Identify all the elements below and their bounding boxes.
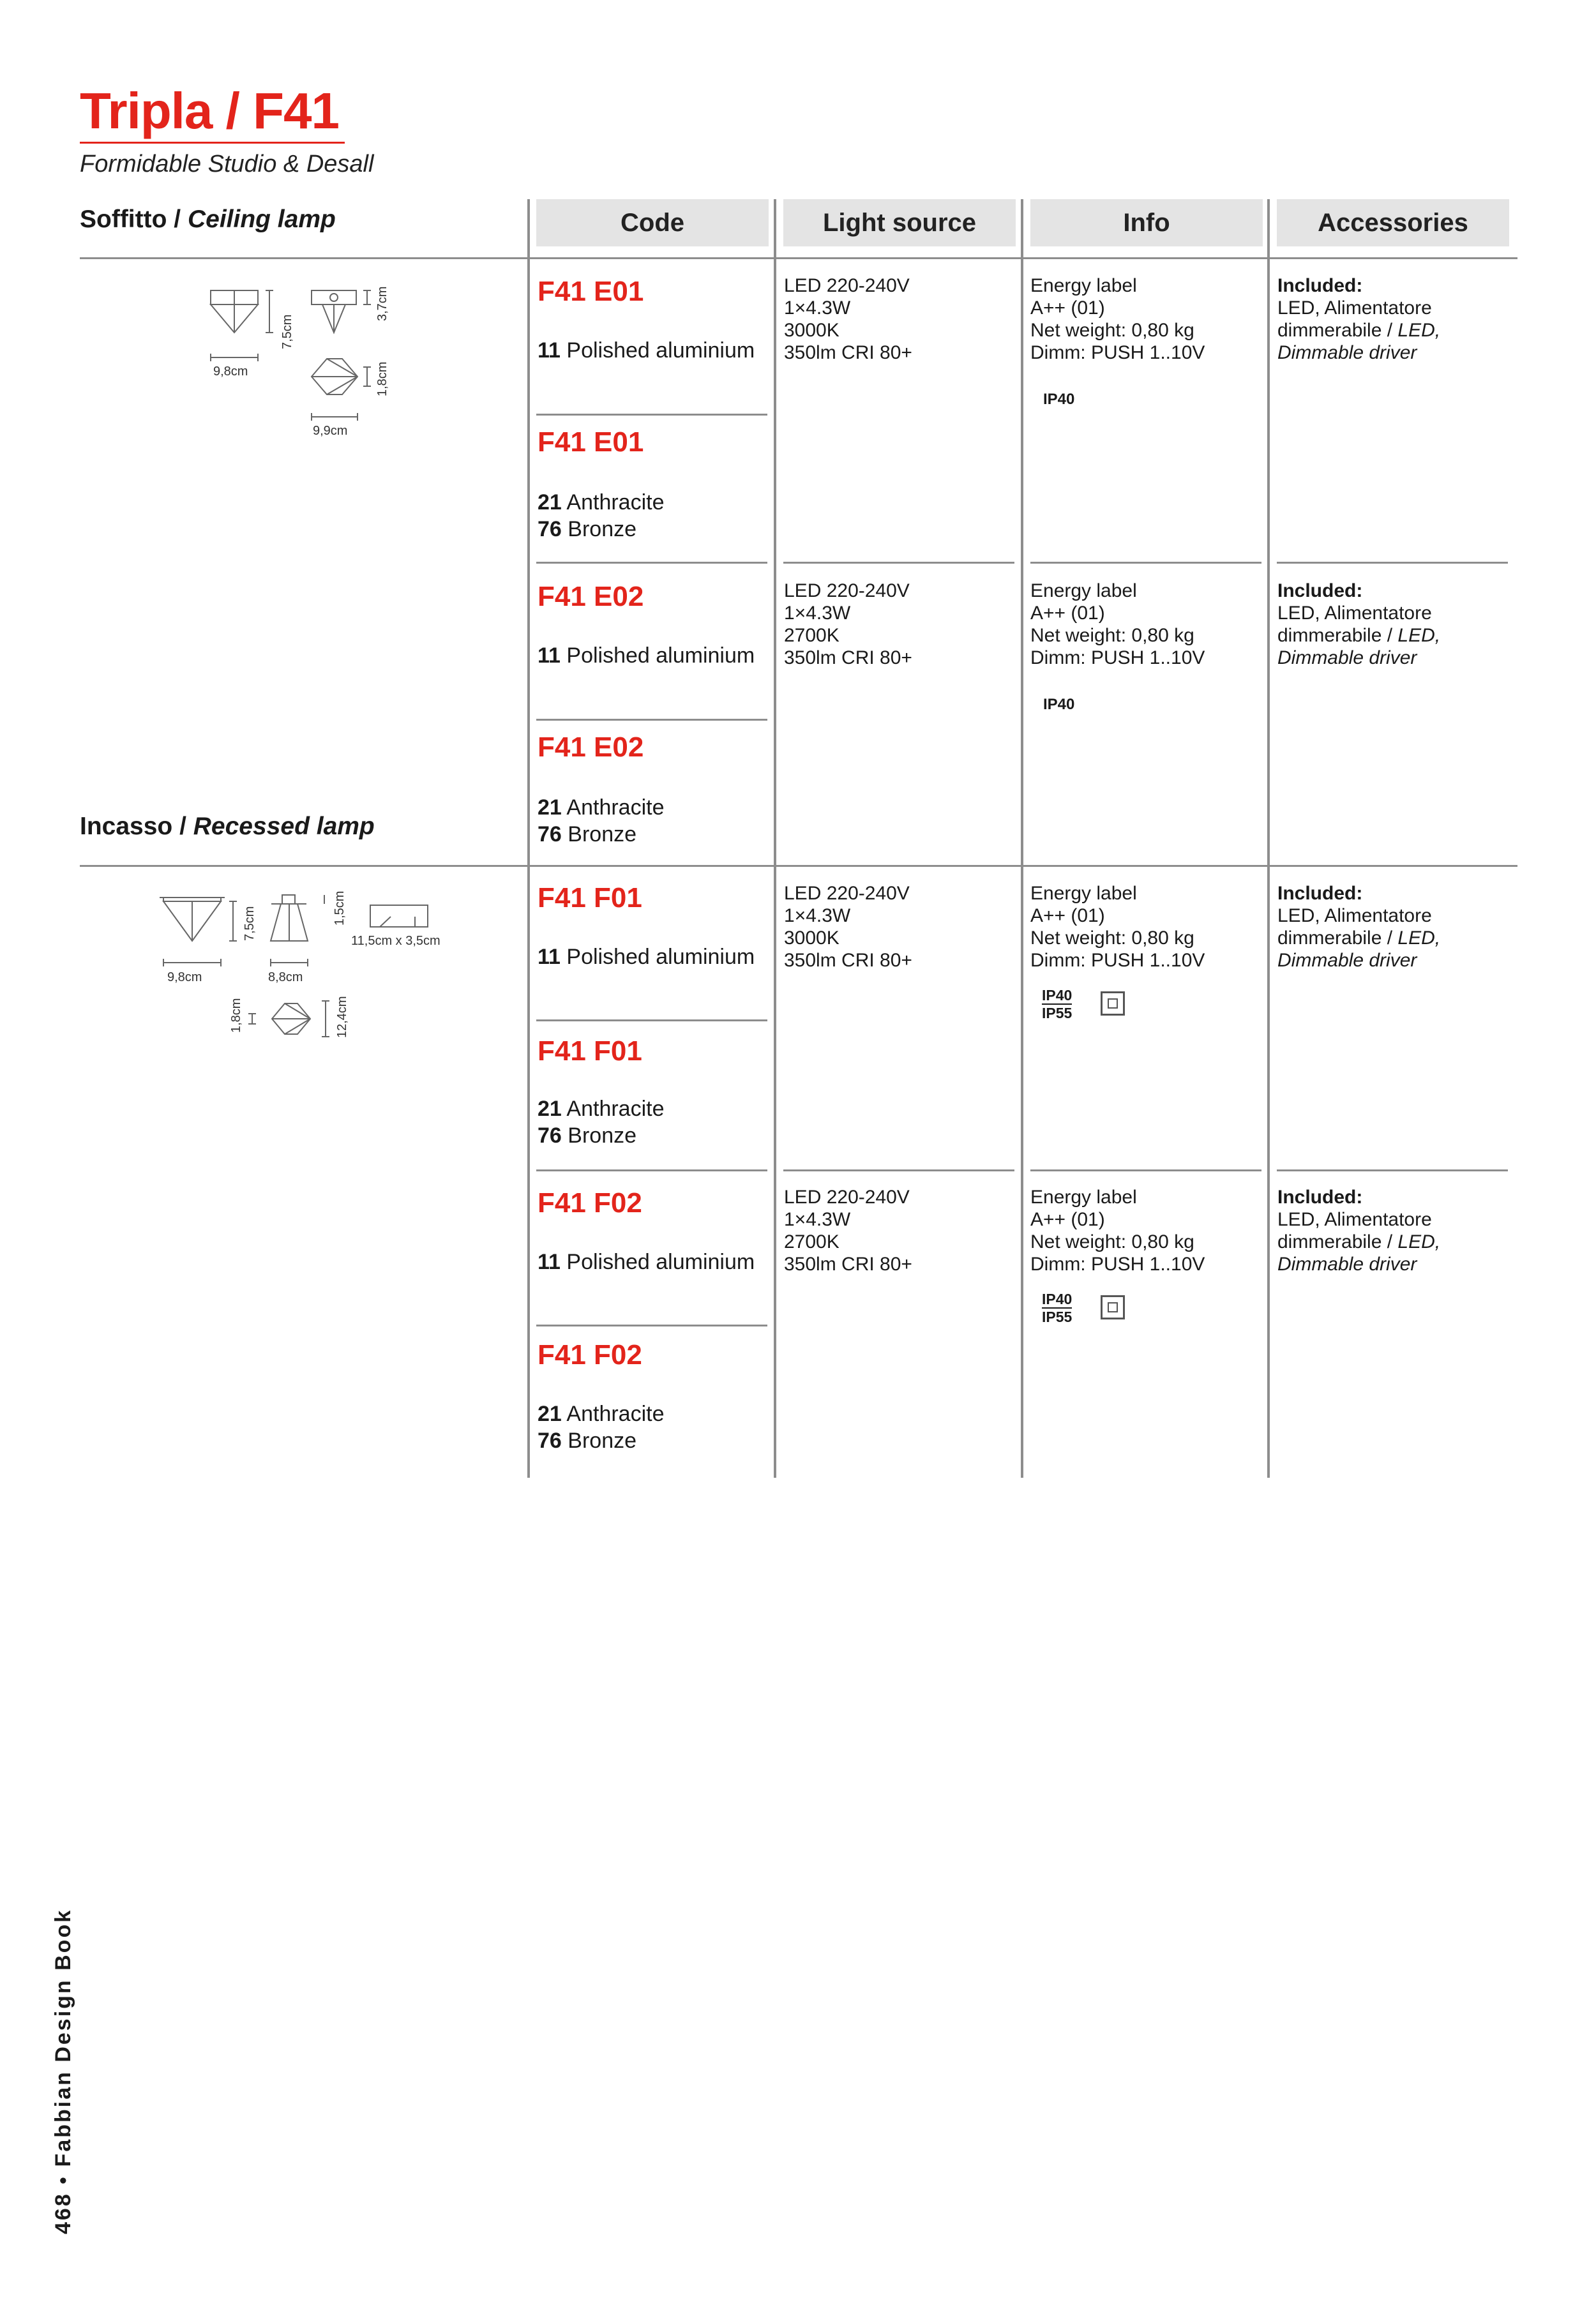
ip-rating: IP40 — [1043, 391, 1075, 408]
column-header-light-source: Light source — [783, 199, 1016, 246]
ip-rating: IP55 — [1042, 1309, 1073, 1325]
ip-protection-icon — [1101, 1295, 1125, 1319]
spec-line: LED 220-240V — [784, 275, 910, 296]
finish-name: Polished aluminium — [566, 1250, 755, 1274]
finish-line — [538, 1427, 665, 1454]
dim-label: 11,5cm x 3,5cm — [351, 934, 440, 948]
accessories-heading: Included: — [1277, 883, 1363, 904]
column-divider — [527, 199, 530, 1478]
spec-line: 1×4.3W — [784, 297, 851, 319]
product-code: F41 E01 — [538, 276, 644, 307]
finish-name: Anthracite — [566, 1402, 665, 1426]
book-title: Fabbian Design Book — [51, 1908, 75, 2167]
finish-name: Anthracite — [566, 490, 665, 515]
finish-name: Polished aluminium — [566, 338, 755, 363]
dim-label: 8,8cm — [268, 970, 303, 984]
spec-line: 1×4.3W — [784, 1209, 851, 1230]
spec-line: Net weight: 0,80 kg — [1030, 928, 1194, 949]
ceiling-lamp-front-view-icon — [211, 290, 258, 333]
spec-line: LED, Alimentatore — [1277, 905, 1432, 926]
recessed-lamp-side-view-icon — [271, 895, 308, 941]
row-subrule — [1277, 562, 1508, 564]
column-divider — [1267, 199, 1270, 1478]
finish-number: 11 — [538, 338, 561, 363]
finish-line — [538, 337, 755, 364]
column-divider — [774, 199, 776, 1478]
ceiling-lamp-side-view-icon — [312, 290, 356, 333]
row-subrule — [536, 414, 767, 416]
finish-number: 21 — [538, 490, 562, 515]
page-title: Tripla / F41 — [80, 82, 339, 139]
row-subrule — [536, 562, 767, 564]
section-title-ceiling — [80, 206, 336, 234]
spec-line: 350lm CRI 80+ — [784, 342, 912, 363]
row-subrule — [536, 1169, 767, 1171]
finish-name: Polished aluminium — [566, 945, 755, 969]
spec-line: Net weight: 0,80 kg — [1030, 1231, 1194, 1252]
spec-line: 1×4.3W — [784, 603, 851, 624]
accessories-heading: Included: — [1277, 1187, 1363, 1208]
spec-line: 350lm CRI 80+ — [784, 950, 912, 971]
row-subrule — [536, 1325, 767, 1326]
finish-number: 11 — [538, 643, 561, 668]
dim-label: 9,8cm — [167, 970, 202, 984]
ip-rating: IP55 — [1042, 1005, 1073, 1021]
light-source-spec — [784, 882, 912, 972]
dim-label: 7,5cm — [243, 906, 257, 941]
spec-line: Dimm: PUSH 1..10V — [1030, 647, 1205, 668]
cutout-template-icon — [370, 905, 428, 927]
spec-line: 2700K — [784, 625, 839, 646]
finish-number: 21 — [538, 1097, 562, 1121]
finish-number: 11 — [538, 945, 561, 969]
product-code: F41 E01 — [538, 426, 644, 458]
section-label: Soffitto / — [80, 206, 181, 233]
section-label-en: Ceiling lamp — [187, 206, 336, 233]
finish-line — [538, 1401, 665, 1427]
dim-label: 3,7cm — [375, 286, 389, 321]
dim-label: 9,8cm — [213, 364, 248, 379]
finish-name: Bronze — [568, 822, 637, 846]
finish-list — [538, 1095, 665, 1149]
accessories-spec — [1277, 580, 1440, 669]
finish-name: Anthracite — [566, 1097, 665, 1121]
finish-line — [538, 489, 665, 516]
light-source-spec — [784, 580, 912, 669]
finish-name: Anthracite — [566, 795, 665, 820]
spec-line: 350lm CRI 80+ — [784, 1254, 912, 1275]
ip-rating: IP40 — [1043, 696, 1075, 713]
recessed-lamp-front-view-icon — [160, 898, 225, 941]
dim-label: 1,8cm — [375, 361, 389, 396]
spec-line: dimmerabile / LED, — [1277, 320, 1441, 341]
table-rule — [80, 257, 1517, 259]
ip-rating: IP40 — [1042, 1291, 1073, 1307]
spec-line: A++ (01) — [1030, 603, 1105, 624]
dim-label: 9,9cm — [313, 424, 348, 438]
page-subtitle: Formidable Studio & Desall — [80, 151, 374, 177]
product-code: F41 E02 — [538, 732, 644, 763]
accessories-spec — [1277, 274, 1440, 364]
info-spec — [1030, 1186, 1205, 1275]
dim-label: 12,4cm — [335, 996, 349, 1038]
accessories-spec — [1277, 1186, 1440, 1275]
ip-protection-icon — [1101, 991, 1125, 1016]
info-spec — [1030, 882, 1205, 972]
ip-rating-stack — [1042, 1291, 1072, 1325]
spec-line: dimmerabile / LED, — [1277, 928, 1441, 949]
finish-number: 76 — [538, 1123, 562, 1148]
finish-line — [538, 821, 665, 848]
finish-line — [538, 1122, 665, 1149]
finish-name: Polished aluminium — [566, 643, 755, 668]
table-rule — [80, 865, 1517, 867]
accessories-heading: Included: — [1277, 580, 1363, 601]
accessories-heading: Included: — [1277, 275, 1363, 296]
spec-line: Dimmable driver — [1277, 1254, 1417, 1275]
finish-name: Bronze — [568, 1123, 637, 1148]
spec-line: Dimm: PUSH 1..10V — [1030, 1254, 1205, 1275]
finish-number: 11 — [538, 1250, 561, 1274]
spec-line: A++ (01) — [1030, 905, 1105, 926]
spec-line: A++ (01) — [1030, 1209, 1105, 1230]
spec-line: 3000K — [784, 928, 839, 949]
ceiling-lamp-drawing — [192, 271, 409, 450]
row-subrule — [783, 1169, 1014, 1171]
column-header-info: Info — [1030, 199, 1263, 246]
spec-line: LED, Alimentatore — [1277, 1209, 1432, 1230]
spec-line: 1×4.3W — [784, 905, 851, 926]
page-footer — [51, 1909, 76, 2234]
recessed-lamp-drawing — [153, 880, 460, 1078]
info-spec — [1030, 274, 1205, 364]
ceiling-lamp-top-view-icon — [312, 359, 358, 394]
row-subrule — [536, 719, 767, 721]
product-code: F41 F02 — [538, 1187, 642, 1219]
finish-name: Bronze — [568, 517, 637, 541]
row-subrule — [1277, 1169, 1508, 1171]
product-code: F41 E02 — [538, 581, 644, 612]
finish-number: 21 — [538, 1402, 562, 1426]
finish-number: 76 — [538, 822, 562, 846]
section-label: Incasso / — [80, 813, 186, 840]
spec-line: LED 220-240V — [784, 1187, 910, 1208]
spec-line: Energy label — [1030, 275, 1137, 296]
column-header-accessories: Accessories — [1277, 199, 1509, 246]
info-spec — [1030, 580, 1205, 669]
finish-number: 76 — [538, 517, 562, 541]
spec-line: LED, Alimentatore — [1277, 603, 1432, 624]
page-number: 468 — [51, 2192, 75, 2234]
spec-line: dimmerabile / LED, — [1277, 625, 1441, 646]
spec-line: Dimmable driver — [1277, 342, 1417, 363]
spec-line: dimmerabile / LED, — [1277, 1231, 1441, 1252]
finish-line — [538, 1095, 665, 1122]
finish-list — [538, 489, 665, 543]
dim-label: 1,5cm — [333, 890, 347, 926]
row-subrule — [536, 1019, 767, 1021]
ip-rating: IP40 — [1042, 987, 1073, 1003]
spec-line: Dimm: PUSH 1..10V — [1030, 342, 1205, 363]
light-source-spec — [784, 274, 912, 364]
finish-list — [538, 794, 665, 848]
footer-bullet: • — [51, 2174, 75, 2184]
spec-line: Dimm: PUSH 1..10V — [1030, 950, 1205, 971]
light-source-spec — [784, 1186, 912, 1275]
finish-name: Bronze — [568, 1429, 637, 1453]
product-code: F41 F01 — [538, 1035, 642, 1067]
spec-line: 350lm CRI 80+ — [784, 647, 912, 668]
spec-line: Dimmable driver — [1277, 950, 1417, 971]
column-header-code: Code — [536, 199, 769, 246]
finish-line — [538, 516, 665, 543]
row-subrule — [1030, 1169, 1261, 1171]
finish-line — [538, 642, 755, 669]
dim-label: 7,5cm — [280, 314, 294, 349]
finish-line — [538, 794, 665, 821]
spec-line: LED 220-240V — [784, 883, 910, 904]
spec-line: A++ (01) — [1030, 297, 1105, 319]
section-label-en: Recessed lamp — [193, 813, 375, 840]
ip-rating-stack — [1042, 987, 1072, 1021]
spec-line: Net weight: 0,80 kg — [1030, 320, 1194, 341]
spec-line: 3000K — [784, 320, 839, 341]
spec-line: LED, Alimentatore — [1277, 297, 1432, 319]
spec-line: LED 220-240V — [784, 580, 910, 601]
spec-line: Energy label — [1030, 580, 1137, 601]
row-subrule — [1030, 562, 1261, 564]
accessories-spec — [1277, 882, 1440, 972]
finish-number: 21 — [538, 795, 562, 820]
finish-line — [538, 943, 755, 970]
title-underline — [80, 142, 345, 144]
recessed-lamp-top-view-icon — [272, 1003, 310, 1034]
spec-line: Energy label — [1030, 883, 1137, 904]
column-divider — [1021, 199, 1023, 1478]
row-subrule — [783, 562, 1014, 564]
spec-line: Net weight: 0,80 kg — [1030, 625, 1194, 646]
dim-label: 1,8cm — [229, 998, 243, 1033]
finish-number: 76 — [538, 1429, 562, 1453]
finish-line — [538, 1249, 755, 1275]
section-title-recessed — [80, 813, 375, 841]
spec-line: 2700K — [784, 1231, 839, 1252]
product-code: F41 F02 — [538, 1339, 642, 1371]
product-code: F41 F01 — [538, 882, 642, 913]
spec-line: Energy label — [1030, 1187, 1137, 1208]
finish-list — [538, 1401, 665, 1454]
spec-line: Dimmable driver — [1277, 647, 1417, 668]
